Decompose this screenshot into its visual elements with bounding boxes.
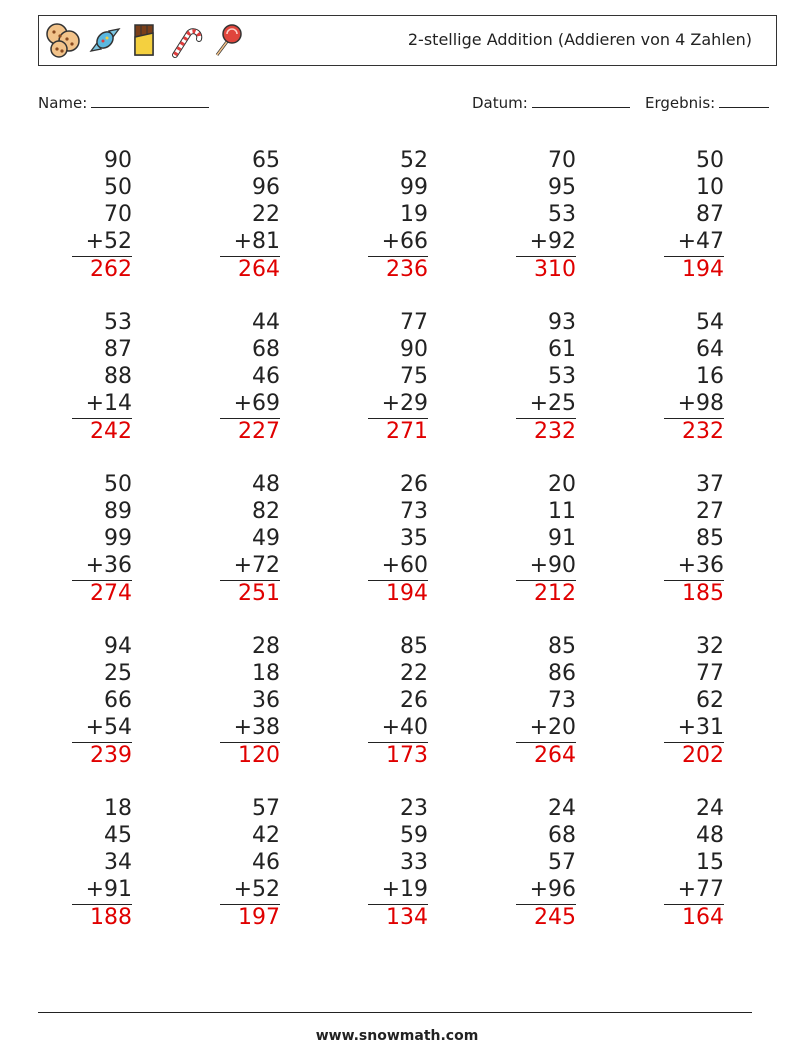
addend: 68 [548,823,576,848]
addend: 27 [696,499,724,524]
addend: 49 [252,526,280,551]
answer: 262 [90,257,132,282]
addend: 82 [252,499,280,524]
addition-problem [664,795,724,931]
footer-divider [38,1012,752,1013]
addend: 66 [104,688,132,713]
addition-problem [368,147,428,283]
addition-problem [516,633,576,769]
addend: 32 [696,634,724,659]
addition-problem [220,471,280,607]
addend: 70 [104,202,132,227]
addend: 28 [252,634,280,659]
addend-with-plus: +47 [677,229,724,254]
addend: 99 [400,175,428,200]
addend: 44 [252,310,280,335]
addend: 24 [696,796,724,821]
addend: 25 [104,661,132,686]
addend: 24 [548,796,576,821]
addend-with-plus: +91 [85,877,132,902]
addend: 70 [548,148,576,173]
addition-problem [220,309,280,445]
addend: 48 [252,472,280,497]
addition-problem [368,309,428,445]
addition-problem [72,633,132,769]
addition-problem [220,633,280,769]
addend: 64 [696,337,724,362]
addition-problem [516,147,576,283]
addend: 18 [252,661,280,686]
addend-with-plus: +96 [529,877,576,902]
answer: 197 [238,905,280,930]
addition-problem [664,471,724,607]
addend: 96 [252,175,280,200]
addend-with-plus: +36 [677,553,724,578]
addend: 52 [400,148,428,173]
addend: 42 [252,823,280,848]
answer: 239 [90,743,132,768]
addend: 26 [400,688,428,713]
addend-with-plus: +20 [529,715,576,740]
addend: 33 [400,850,428,875]
addend-with-plus: +66 [381,229,428,254]
addend: 50 [104,175,132,200]
addition-problem [664,633,724,769]
date-label: Datum: [472,94,528,112]
addend: 46 [252,364,280,389]
addition-problem [516,795,576,931]
addend: 88 [104,364,132,389]
addend: 37 [696,472,724,497]
addend: 99 [104,526,132,551]
addition-problem [72,795,132,931]
addend: 53 [548,364,576,389]
addend: 87 [104,337,132,362]
addend: 75 [400,364,428,389]
answer: 251 [238,581,280,606]
addend: 22 [252,202,280,227]
name-label: Name: [38,94,88,112]
addend: 73 [548,688,576,713]
addend: 53 [548,202,576,227]
addend: 16 [696,364,724,389]
addition-problem [72,147,132,283]
addend-with-plus: +19 [381,877,428,902]
addend: 93 [548,310,576,335]
answer: 264 [238,257,280,282]
addend: 73 [400,499,428,524]
addend-with-plus: +81 [233,229,280,254]
addend: 95 [548,175,576,200]
worksheet-title: 2-stellige Addition (Addieren von 4 Zahlen) [407,30,752,49]
footer-site: www.snowmath.com [315,1028,479,1044]
addition-problem [72,471,132,607]
addend: 59 [400,823,428,848]
addend: 61 [548,337,576,362]
answer: 194 [386,581,428,606]
answer: 188 [90,905,132,930]
addend: 15 [696,850,724,875]
addend-with-plus: +25 [529,391,576,416]
addend-with-plus: +14 [85,391,132,416]
addend-with-plus: +98 [677,391,724,416]
addition-problem [368,471,428,607]
addend: 90 [104,148,132,173]
addend: 11 [548,499,576,524]
addend: 77 [696,661,724,686]
answer: 173 [386,743,428,768]
answer: 242 [90,419,132,444]
addend: 34 [104,850,132,875]
result-label: Ergebnis: [645,94,716,112]
addend-with-plus: +52 [85,229,132,254]
addend-with-plus: +31 [677,715,724,740]
answer: 271 [386,419,428,444]
addend-with-plus: +29 [381,391,428,416]
addend-with-plus: +52 [233,877,280,902]
addend: 50 [104,472,132,497]
addition-problem [220,147,280,283]
addend: 65 [252,148,280,173]
addend-with-plus: +69 [233,391,280,416]
addend: 54 [696,310,724,335]
addend: 22 [400,661,428,686]
addend-with-plus: +72 [233,553,280,578]
addend-with-plus: +77 [677,877,724,902]
addition-problem [72,309,132,445]
addend: 57 [548,850,576,875]
addition-problem [220,795,280,931]
addend: 36 [252,688,280,713]
addend: 48 [696,823,724,848]
addend: 57 [252,796,280,821]
addend: 10 [696,175,724,200]
addition-problem [664,147,724,283]
answer: 245 [534,905,576,930]
addend: 94 [104,634,132,659]
addend-with-plus: +90 [529,553,576,578]
addend: 85 [696,526,724,551]
addition-problem [516,471,576,607]
addend: 35 [400,526,428,551]
addition-problem [664,309,724,445]
answer: 212 [534,581,576,606]
answer: 134 [386,905,428,930]
answer: 310 [534,257,576,282]
answer: 274 [90,581,132,606]
answer: 236 [386,257,428,282]
addend: 86 [548,661,576,686]
addend: 23 [400,796,428,821]
addend-with-plus: +60 [381,553,428,578]
answer: 227 [238,419,280,444]
addend: 91 [548,526,576,551]
addend: 46 [252,850,280,875]
answer: 164 [682,905,724,930]
answer: 232 [534,419,576,444]
addend: 87 [696,202,724,227]
addend-with-plus: +40 [381,715,428,740]
addend: 26 [400,472,428,497]
answer: 185 [682,581,724,606]
addend: 19 [400,202,428,227]
addend: 77 [400,310,428,335]
answer: 232 [682,419,724,444]
addend-with-plus: +54 [85,715,132,740]
answer: 194 [682,257,724,282]
addend: 89 [104,499,132,524]
answer: 120 [238,743,280,768]
addend: 85 [548,634,576,659]
addend: 53 [104,310,132,335]
addend: 62 [696,688,724,713]
addend-with-plus: +92 [529,229,576,254]
addend-with-plus: +36 [85,553,132,578]
addend: 85 [400,634,428,659]
answer: 202 [682,743,724,768]
addend: 18 [104,796,132,821]
addend: 68 [252,337,280,362]
addend: 90 [400,337,428,362]
addend: 45 [104,823,132,848]
addition-problem [368,795,428,931]
addend: 20 [548,472,576,497]
addend-with-plus: +38 [233,715,280,740]
addition-problem [516,309,576,445]
addend: 50 [696,148,724,173]
answer: 264 [534,743,576,768]
addition-problem [368,633,428,769]
